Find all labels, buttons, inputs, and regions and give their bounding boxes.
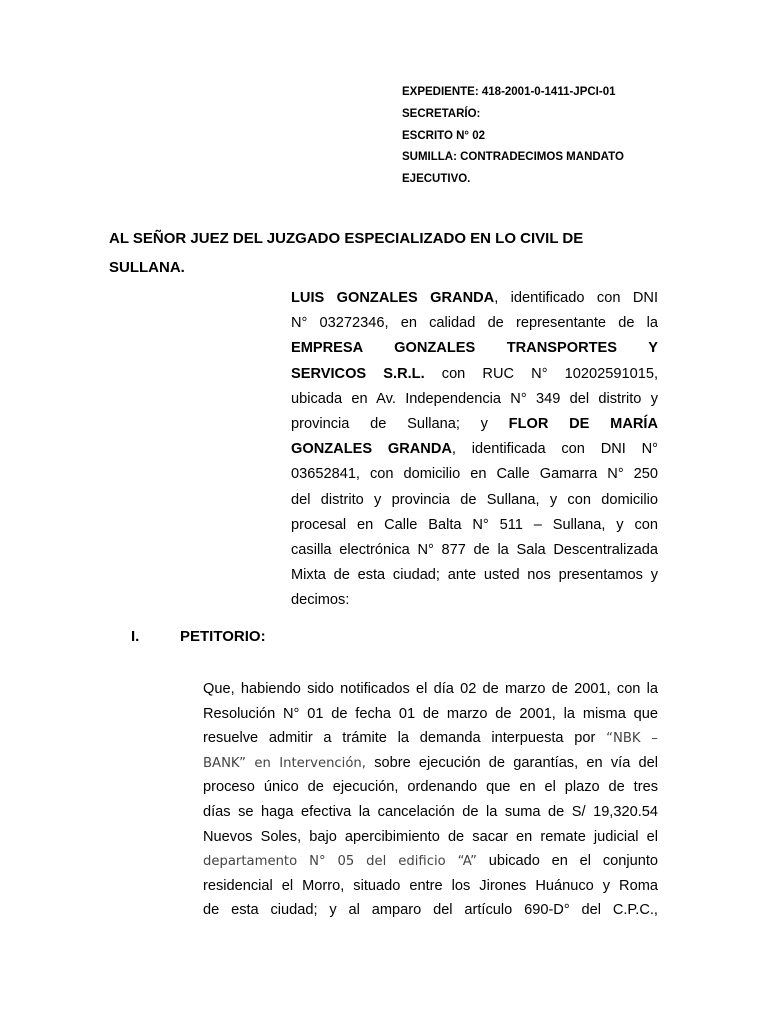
body-line: de esta ciudad; y al amparo del artículo 690-D° del C.P.C., (203, 902, 658, 919)
section-number: I. (131, 628, 140, 645)
secretary-label: SECRETARÍO: (402, 107, 481, 120)
intro-line: del distrito y provincia de Sullana, y con domicilio (291, 491, 658, 508)
intro-line: casilla electrónica N° 877 de la Sala Descentralizada (291, 541, 658, 558)
intro-line (291, 336, 658, 361)
section-title: PETITORIO: (180, 628, 266, 645)
addressee (109, 224, 669, 282)
company-name: EMPRESA GONZALES TRANSPORTES Y (291, 340, 658, 357)
body-line: proceso único de ejecución, ordenando que en el plazo de tres (203, 779, 658, 796)
party-name-2-cont: GONZALES GRANDA (291, 441, 452, 458)
case-header (402, 82, 702, 191)
body-line: Nuevos Soles, bajo apercibimiento de sacar en remate judicial el (203, 828, 658, 845)
filing-number: ESCRITO N° 02 (402, 129, 485, 142)
addressee-line-1: AL SEÑOR JUEZ DEL JUZGADO ESPECIALIZADO EN LO CIVIL DE (109, 230, 584, 247)
intro-paragraph (291, 286, 658, 613)
party-name: LUIS GONZALES GRANDA (291, 290, 495, 306)
addressee-line-2: SULLANA. (109, 259, 185, 276)
intro-line: procesal en Calle Balta N° 511 – Sullana, y con (291, 516, 658, 533)
body-line: departamento N° 05 del edificio “A” ubicado en el conjunto (203, 853, 658, 870)
intro-line: ubicada en Av. Independencia N° 349 del distrito y (291, 390, 658, 407)
body-line: residencial el Morro, situado entre los Jirones Huánuco y Roma (203, 877, 658, 894)
party-name-2: FLOR DE MARÍA (508, 415, 658, 432)
intro-line: 03652841, con domicilio en Calle Gamarra N° 250 (291, 466, 658, 483)
plaintiff-name-cont: BANK” en Intervención, (203, 755, 366, 771)
property-reference: departamento N° 05 del edificio “A” (203, 854, 477, 870)
body-line: días se haga efectiva la cancelación de la suma de S/ 19,320.54 (203, 803, 658, 820)
plaintiff-name: “NBK – (606, 731, 658, 747)
intro-line: Mixta de esta ciudad; ante usted nos presentamos y (291, 567, 658, 584)
case-number: EXPEDIENTE: 418-2001-0-1411-JPCI-01 (402, 86, 616, 98)
intro-line: provincia de Sullana; y FLOR DE MARÍA (291, 415, 658, 432)
body-line: BANK” en Intervención, sobre ejecución de garantías, en vía del (203, 754, 659, 771)
body-line: Que, habiendo sido notificados el día 02 de marzo de 2001, con la (203, 681, 658, 697)
intro-line: GONZALES GRANDA, identificada con DNI N° (291, 441, 658, 458)
intro-line: decimos: (291, 592, 350, 609)
summary-line-2: EJECUTIVO. (402, 173, 471, 186)
body-line: Resolución N° 01 de fecha 01 de marzo de 2001, la misma que (203, 705, 658, 722)
petition-paragraph (203, 677, 658, 923)
summary-line-1: SUMILLA: CONTRADECIMOS MANDATO (402, 151, 624, 164)
company-name-cont: SERVICOS S.R.L. (291, 365, 425, 382)
intro-line: SERVICOS S.R.L. con RUC N° 10202591015, (291, 365, 659, 382)
intro-line: N° 03272346, en calidad de representante de la (291, 315, 658, 332)
body-line: resuelve admitir a trámite la demanda interpuesta por “NBK – (203, 730, 658, 747)
intro-line: LUIS GONZALES GRANDA, identificado con DNI (291, 290, 658, 306)
